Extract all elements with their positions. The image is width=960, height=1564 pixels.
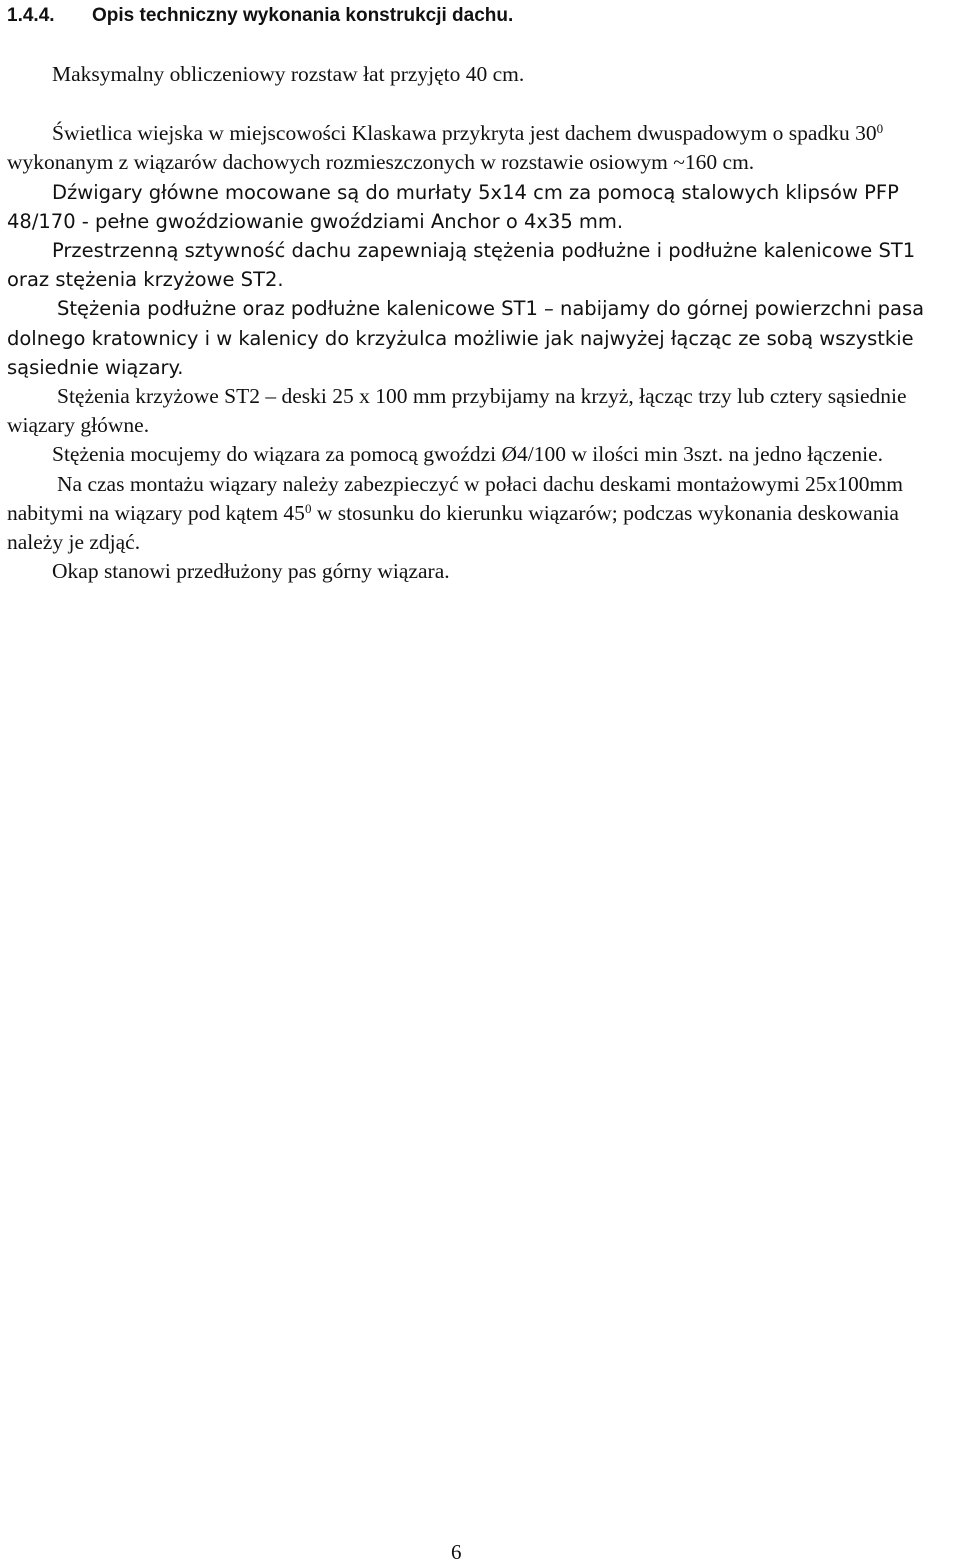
- degree-superscript: 0: [304, 500, 312, 516]
- paragraph-gap: [7, 89, 957, 119]
- paragraph-assembly-boards: [7, 470, 957, 558]
- paragraph-assembly-boards-part2: w stosunku do kierunku wiązarów; podczas wykonania deskowania należy je zdjąć.: [7, 500, 899, 555]
- paragraph-batten-spacing: Maksymalny obliczeniowy rozstaw łat przyjęto 40 cm.: [52, 62, 525, 86]
- paragraph-roof-description-part2: wykonanym z wiązarów dachowych rozmieszczonych w rozstawie osiowym ~160 cm.: [7, 150, 755, 175]
- paragraph-roof-stiffness: Przestrzenną sztywność dachu zapewniają stężenia podłużne i podłużne kalenicowe ST1 oraz stężenia krzyżowe ST2.: [7, 239, 916, 292]
- paragraph-longitudinal-bracing: Stężenia podłużne oraz podłużne kalenicowe ST1 – nabijamy do górnej powierzchni pasa dolnego kratownicy i w kalenicy do krzyżulca możliwie jak najwyżej łącząc ze sobą wszystkie sąsiednie wiązary.: [7, 297, 925, 379]
- paragraph-cross-bracing: Stężenia krzyżowe ST2 – deski 25 x 100 mm przybijamy na krzyż, łącząc trzy lub cztery sąsiednie wiązary główne.: [7, 384, 907, 438]
- paragraph-roof-description-part1: Świetlica wiejska w miejscowości Klaskawa przykryta jest dachem dwuspadowym o spadku 30: [52, 121, 877, 146]
- paragraph-eaves: Okap stanowi przedłużony pas górny wiązara.: [52, 559, 450, 584]
- degree-superscript: 0: [876, 121, 884, 137]
- paragraph-roof-description: [7, 119, 957, 177]
- section-title: Opis techniczny wykonania konstrukcji dachu.: [92, 5, 514, 26]
- paragraph-bracing-fixing: Stężenia mocujemy do wiązara za pomocą gwoździ Ø4/100 w ilości min 3szt. na jedno łączenie.: [52, 442, 884, 467]
- paragraph-assembly-boards-part1: Na czas montażu wiązary należy zabezpieczyć w połaci dachu deskami montażowymi 25x100mm nabitymi na wiązary pod kątem 45: [7, 471, 903, 525]
- page-number: 6: [451, 1540, 462, 1564]
- section-heading: [7, 4, 513, 28]
- paragraph-main-girders: Dźwigary główne mocowane są do murłaty 5x14 cm za pomocą stalowych klipsów PFP 48/170 - pełne gwoździowanie gwoździami Anchor o 4x35 mm.: [7, 180, 899, 233]
- section-number: 1.4.4.: [7, 5, 55, 26]
- document-body: [7, 60, 957, 586]
